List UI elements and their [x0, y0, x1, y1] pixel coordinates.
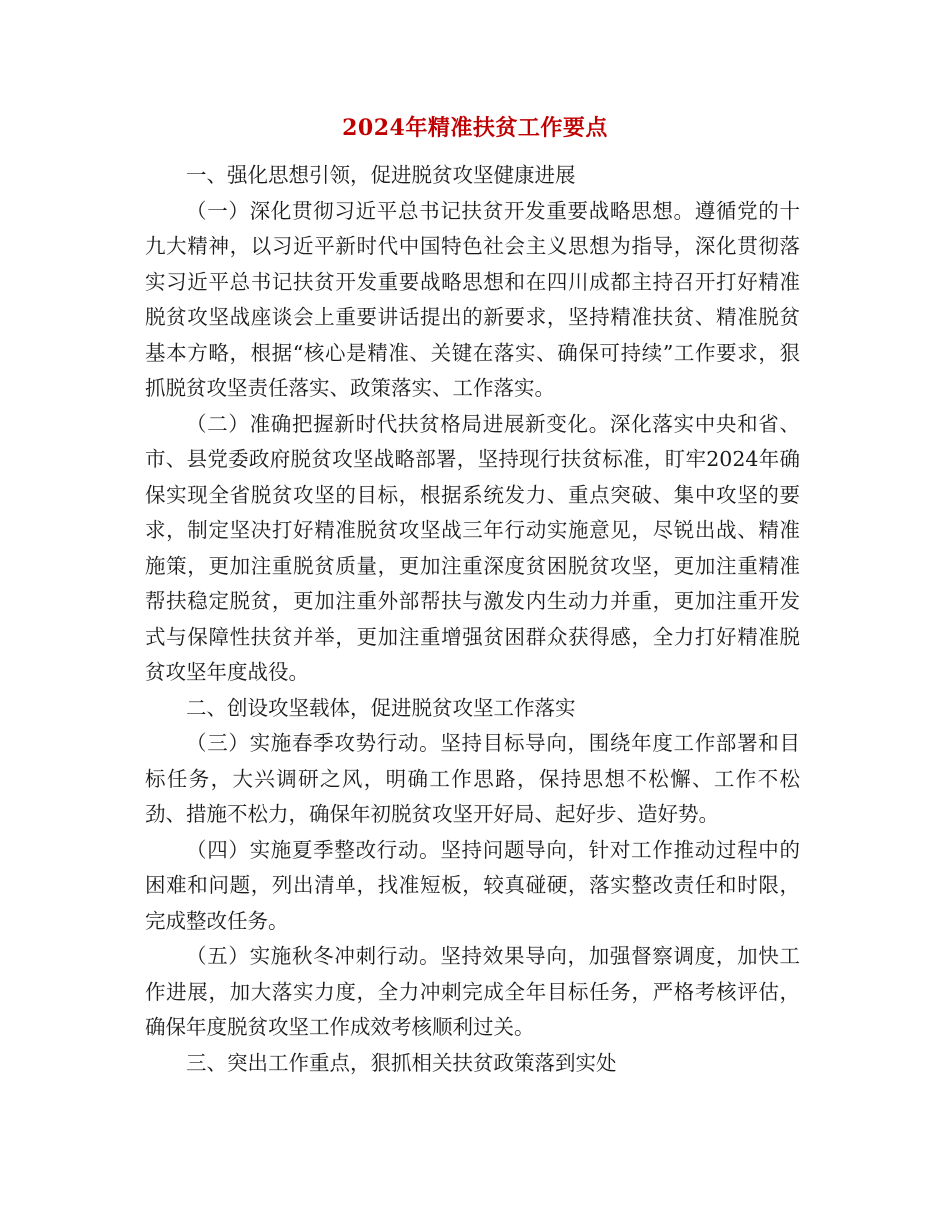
- paragraph: （三）实施春季攻势行动。坚持目标导向，围绕年度工作部署和目标任务，大兴调研之风，明确工作思路，保持思想不松懈、工作不松劲、措施不松力，确保年初脱贫攻坚开好局、起好步、造好势。: [145, 731, 800, 826]
- section-heading: 二、创设攻坚载体，促进脱贫攻坚工作落实: [186, 695, 576, 720]
- document-body: [145, 158, 800, 1081]
- paragraph: （四）实施夏季整改行动。坚持问题导向，针对工作推动过程中的困难和问题，列出清单，找准短板，较真碰硬，落实整改责任和时限，完成整改任务。: [145, 837, 800, 933]
- paragraph: （二）准确把握新时代扶贫格局进展新变化。深化落实中央和省、市、县党委政府脱贫攻坚战略部署，坚持现行扶贫标准，盯牢2024年确保实现全省脱贫攻坚的目标，根据系统发力、重点突破、集中攻坚的要求，制定坚决打好精准脱贫攻坚战三年行动实施意见，尽锐出战、精准施策，更加注重脱贫质量，更加注重深度贫困脱贫攻坚，更加注重精准帮扶稳定脱贫，更加注重外部帮扶与激发内生动力并重，更加注重开发式与保障性扶贫并举，更加注重增强贫困群众获得感，全力打好精准脱贫攻坚年度战役。: [145, 411, 800, 684]
- document-title: 2024年精准扶贫工作要点: [342, 115, 608, 141]
- section-heading: 一、强化思想引领，促进脱贫攻坚健康进展: [186, 163, 576, 187]
- paragraph: （一）深化贯彻习近平总书记扶贫开发重要战略思想。遵循党的十九大精神，以习近平新时代中国特色社会主义思想为指导，深化贯彻落实习近平总书记扶贫开发重要战略思想和在四川成都主持召开打好精准脱贫攻坚战座谈会上重要讲话提出的新要求，坚持精准扶贫、精准脱贫基本方略，根据“核心是精准、关键在落实、确保可持续”工作要求，狠抓脱贫攻坚责任落实、政策落实、工作落实。: [145, 198, 800, 400]
- section-heading: 三、突出工作重点，狠抓相关扶贫政策落到实处: [186, 1050, 617, 1075]
- paragraph: （五）实施秋冬冲刺行动。坚持效果导向，加强督察调度，加快工作进展，加大落实力度，全力冲刺完成全年目标任务，严格考核评估，确保年度脱贫攻坚工作成效考核顺利过关。: [145, 944, 800, 1039]
